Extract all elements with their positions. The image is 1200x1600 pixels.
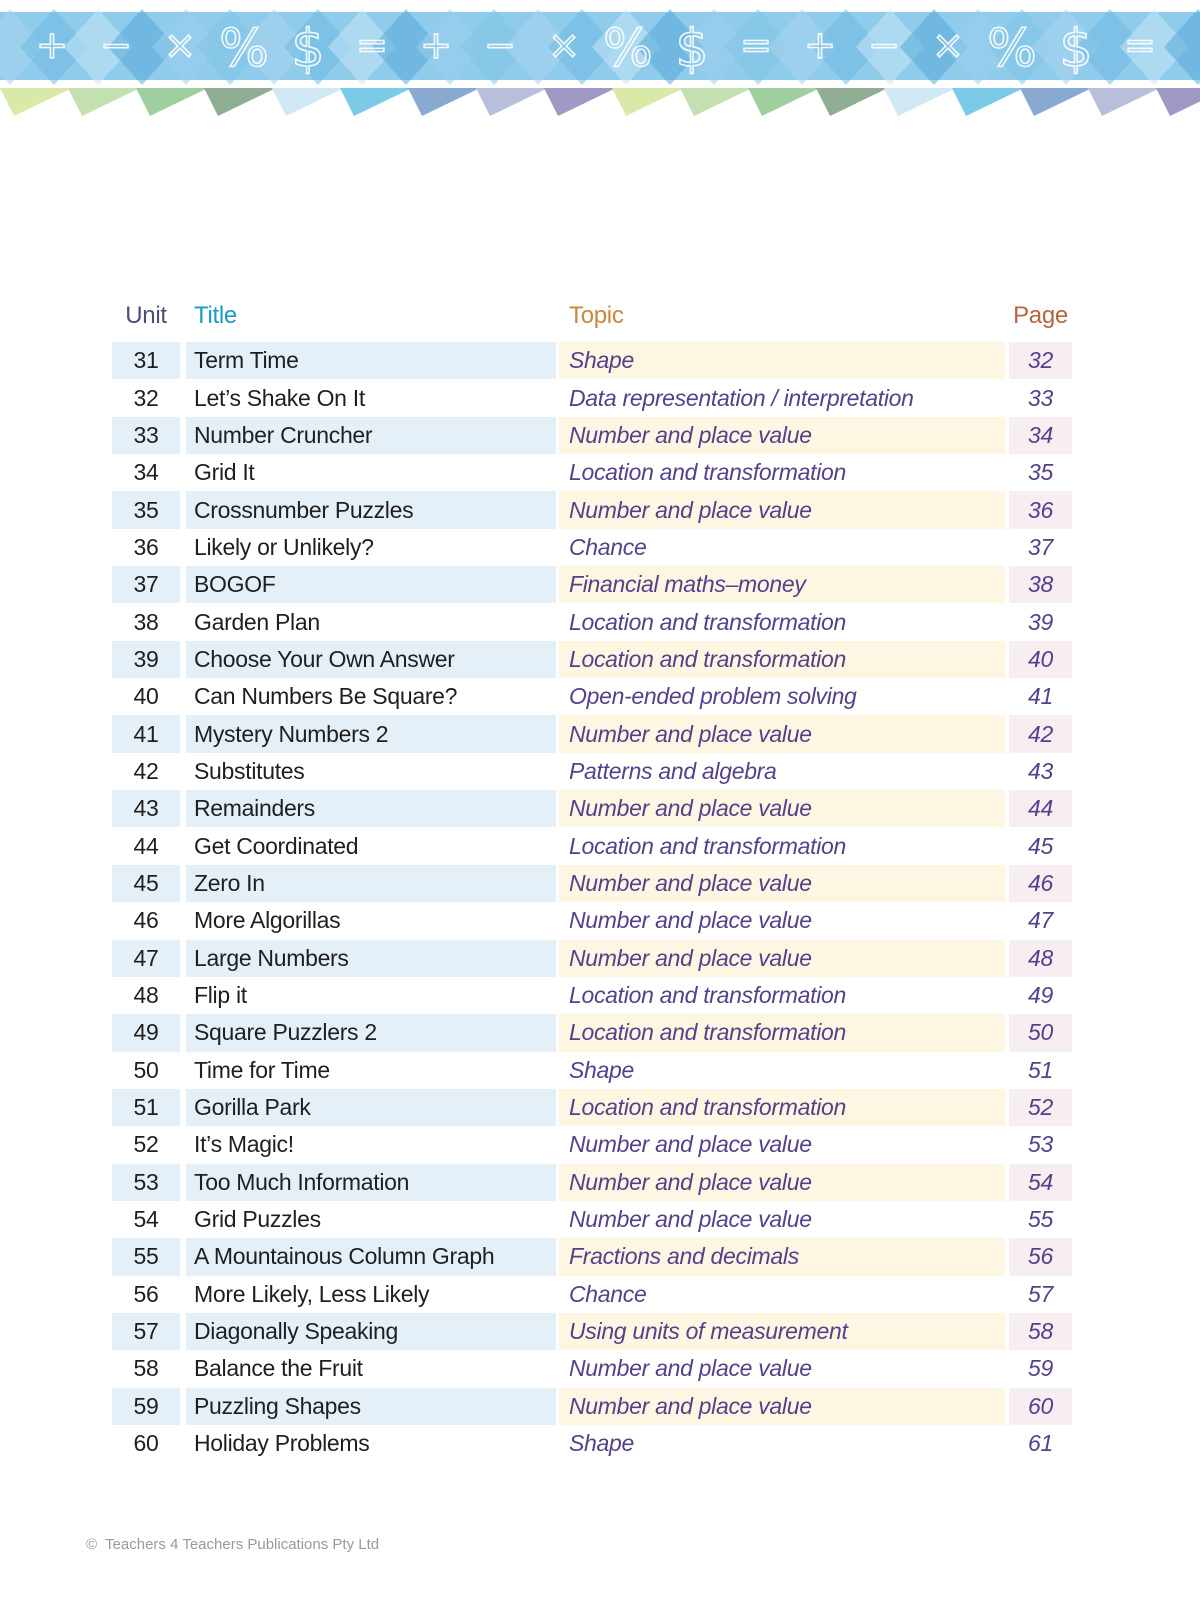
row-unit: 58 [133, 1355, 159, 1382]
table-header [112, 293, 1072, 338]
row-unit: 57 [112, 1313, 180, 1350]
row-page: 53 [1028, 1131, 1053, 1158]
row-title: Can Numbers Be Square? [194, 683, 458, 710]
row-topic: Using units of measurement [559, 1313, 1005, 1350]
row-unit: 43 [112, 790, 180, 827]
banner-math-symbol: × [164, 23, 196, 67]
banner-pennant [1156, 88, 1200, 116]
row-unit: 56 [133, 1280, 159, 1307]
row-unit: 37 [112, 566, 180, 603]
row-unit: 54 [133, 1206, 159, 1233]
row-title: Grid Puzzles [194, 1206, 321, 1233]
header-unit: Unit [125, 301, 167, 329]
table-row [112, 566, 1072, 603]
row-topic: Location and transformation [559, 1089, 1005, 1126]
banner-pennant [340, 88, 412, 116]
table-row [112, 491, 1072, 528]
table-row [112, 1089, 1072, 1126]
row-title: Balance the Fruit [194, 1355, 363, 1382]
row-unit: 45 [112, 865, 180, 902]
row-title: Large Numbers [186, 940, 556, 977]
row-topic: Number and place value [569, 1131, 812, 1158]
table-row [112, 454, 1072, 491]
row-topic: Location and transformation [569, 459, 847, 486]
contents-table [112, 293, 1072, 1462]
row-title: Mystery Numbers 2 [186, 715, 556, 752]
row-topic: Patterns and algebra [569, 757, 777, 784]
banner-pennant [408, 88, 480, 116]
row-page: 54 [1009, 1164, 1072, 1201]
row-topic: Number and place value [559, 1164, 1005, 1201]
row-unit: 53 [112, 1164, 180, 1201]
row-title: Flip it [194, 982, 247, 1009]
row-title: More Algorillas [194, 907, 341, 934]
row-topic: Number and place value [569, 1355, 812, 1382]
table-row [112, 1425, 1072, 1462]
table-row [112, 678, 1072, 715]
table-row [112, 1388, 1072, 1425]
table-row [112, 342, 1072, 379]
row-title: Crossnumber Puzzles [186, 491, 556, 528]
row-topic: Location and transformation [569, 608, 847, 635]
row-topic: Location and transformation [569, 982, 847, 1009]
banner-math-symbol: % [987, 19, 1037, 79]
row-page: 40 [1009, 641, 1072, 678]
row-topic: Open-ended problem solving [569, 683, 857, 710]
row-unit: 55 [112, 1238, 180, 1275]
row-topic: Number and place value [569, 1206, 812, 1233]
table-body [112, 342, 1072, 1462]
table-row [112, 1014, 1072, 1051]
row-unit: 60 [133, 1430, 159, 1457]
row-topic: Shape [559, 342, 1005, 379]
row-page: 33 [1028, 384, 1053, 411]
banner-pennant [1020, 88, 1092, 116]
row-page: 46 [1009, 865, 1072, 902]
row-page: 49 [1028, 982, 1053, 1009]
row-unit: 32 [133, 384, 159, 411]
row-title: Substitutes [194, 757, 305, 784]
row-page: 35 [1028, 459, 1053, 486]
table-row [112, 1164, 1072, 1201]
banner-math-symbol: $ [1059, 19, 1093, 79]
header-title: Title [194, 301, 237, 329]
row-page: 48 [1009, 940, 1072, 977]
row-title: Get Coordinated [194, 832, 359, 859]
table-row [112, 715, 1072, 752]
row-page: 50 [1009, 1014, 1072, 1051]
banner-pennant [136, 88, 208, 116]
row-topic: Number and place value [559, 940, 1005, 977]
publisher-name: Teachers 4 Teachers Publications Pty Ltd [105, 1536, 380, 1553]
table-row [112, 753, 1072, 790]
banner-math-symbol: × [548, 23, 580, 67]
header-page: Page [1013, 301, 1068, 329]
row-unit: 46 [133, 907, 159, 934]
banner-pennant [476, 88, 548, 116]
row-topic: Number and place value [559, 1388, 1005, 1425]
header-topic: Topic [569, 301, 624, 329]
row-title: Garden Plan [194, 608, 320, 635]
row-unit: 50 [133, 1056, 159, 1083]
row-topic: Number and place value [559, 865, 1005, 902]
row-title: Puzzling Shapes [186, 1388, 556, 1425]
row-unit: 42 [133, 757, 159, 784]
banner-pennant [884, 88, 956, 116]
banner-pennant [272, 88, 344, 116]
banner-math-symbol: = [1124, 23, 1156, 67]
banner-pennant [0, 88, 72, 116]
row-page: 55 [1028, 1206, 1053, 1233]
row-page: 43 [1028, 757, 1053, 784]
row-title: Choose Your Own Answer [186, 641, 556, 678]
banner-math-symbol: + [420, 23, 452, 67]
table-row [112, 1313, 1072, 1350]
row-title: Too Much Information [186, 1164, 556, 1201]
row-page: 41 [1028, 683, 1053, 710]
table-row [112, 790, 1072, 827]
row-page: 45 [1028, 832, 1053, 859]
banner-pennant [748, 88, 820, 116]
row-page: 51 [1028, 1056, 1053, 1083]
row-unit: 31 [112, 342, 180, 379]
row-unit: 47 [112, 940, 180, 977]
row-page: 56 [1009, 1238, 1072, 1275]
row-unit: 48 [133, 982, 159, 1009]
table-row [112, 940, 1072, 977]
row-topic: Financial maths–money [559, 566, 1005, 603]
table-row [112, 529, 1072, 566]
table-row [112, 1350, 1072, 1387]
row-unit: 39 [112, 641, 180, 678]
row-unit: 36 [133, 533, 159, 560]
table-row [112, 865, 1072, 902]
row-page: 58 [1009, 1313, 1072, 1350]
banner-math-symbol: + [36, 23, 68, 67]
row-page: 32 [1009, 342, 1072, 379]
row-topic: Location and transformation [559, 641, 1005, 678]
table-row [112, 902, 1072, 939]
row-page: 36 [1009, 491, 1072, 528]
banner-math-symbol: = [740, 23, 772, 67]
banner-math-symbol: = [356, 23, 388, 67]
banner-pennant [1088, 88, 1160, 116]
row-unit: 38 [133, 608, 159, 635]
banner-pennant [612, 88, 684, 116]
row-title: Let’s Shake On It [194, 384, 365, 411]
copyright-footer [86, 1536, 379, 1553]
banner-math-symbol: $ [675, 19, 709, 79]
banner-pennant [544, 88, 616, 116]
row-page: 52 [1009, 1089, 1072, 1126]
row-topic: Shape [569, 1056, 635, 1083]
row-topic: Fractions and decimals [559, 1238, 1005, 1275]
row-topic: Location and transformation [569, 832, 847, 859]
row-topic: Chance [569, 533, 647, 560]
row-unit: 33 [112, 417, 180, 454]
row-page: 34 [1009, 417, 1072, 454]
row-title: Number Cruncher [186, 417, 556, 454]
banner-pennant [68, 88, 140, 116]
row-title: Term Time [186, 342, 556, 379]
row-page: 44 [1009, 790, 1072, 827]
row-topic: Data representation / interpretation [569, 384, 914, 411]
row-unit: 34 [133, 459, 159, 486]
row-unit: 44 [133, 832, 159, 859]
table-row [112, 603, 1072, 640]
banner-math-symbol: % [219, 19, 269, 79]
row-title: Likely or Unlikely? [194, 533, 374, 560]
row-title: Remainders [186, 790, 556, 827]
row-topic: Number and place value [569, 907, 812, 934]
decorative-banner [0, 0, 1200, 120]
banner-math-symbol: − [868, 23, 900, 67]
row-title: Zero In [186, 865, 556, 902]
banner-pennant [204, 88, 276, 116]
row-page: 47 [1028, 907, 1053, 934]
banner-math-symbol: $ [291, 19, 325, 79]
row-topic: Shape [569, 1430, 635, 1457]
banner-pennant [816, 88, 888, 116]
row-title: Square Puzzlers 2 [186, 1014, 556, 1051]
row-unit: 59 [112, 1388, 180, 1425]
row-unit: 40 [133, 683, 159, 710]
table-row [112, 977, 1072, 1014]
row-page: 61 [1028, 1430, 1053, 1457]
row-unit: 51 [112, 1089, 180, 1126]
banner-math-symbol: % [603, 19, 653, 79]
table-row [112, 1126, 1072, 1163]
row-page: 42 [1009, 715, 1072, 752]
table-row [112, 1276, 1072, 1313]
row-topic: Location and transformation [559, 1014, 1005, 1051]
row-topic: Chance [569, 1280, 647, 1307]
row-title: BOGOF [186, 566, 556, 603]
table-row [112, 417, 1072, 454]
row-title: Holiday Problems [194, 1430, 370, 1457]
row-title: Grid It [194, 459, 255, 486]
row-page: 60 [1009, 1388, 1072, 1425]
row-page: 38 [1009, 566, 1072, 603]
row-page: 37 [1028, 533, 1053, 560]
row-title: More Likely, Less Likely [194, 1280, 430, 1307]
banner-pennant [952, 88, 1024, 116]
row-title: Time for Time [194, 1056, 330, 1083]
row-unit: 52 [133, 1131, 159, 1158]
banner-math-symbol: − [100, 23, 132, 67]
table-row [112, 641, 1072, 678]
row-unit: 35 [112, 491, 180, 528]
row-title: Diagonally Speaking [186, 1313, 556, 1350]
table-row [112, 379, 1072, 416]
row-topic: Number and place value [559, 715, 1005, 752]
banner-graphic [0, 0, 1200, 120]
table-row [112, 1052, 1072, 1089]
row-unit: 41 [112, 715, 180, 752]
row-page: 39 [1028, 608, 1053, 635]
row-unit: 49 [112, 1014, 180, 1051]
row-topic: Number and place value [559, 491, 1005, 528]
row-topic: Number and place value [559, 790, 1005, 827]
table-row [112, 1201, 1072, 1238]
banner-pennant [680, 88, 752, 116]
copyright-symbol: © [86, 1536, 98, 1553]
row-page: 57 [1028, 1280, 1053, 1307]
banner-math-symbol: × [932, 23, 964, 67]
table-row [112, 827, 1072, 864]
row-title: It’s Magic! [194, 1131, 294, 1158]
row-title: A Mountainous Column Graph [186, 1238, 556, 1275]
banner-math-symbol: − [484, 23, 516, 67]
row-topic: Number and place value [559, 417, 1005, 454]
banner-math-symbol: + [804, 23, 836, 67]
table-row [112, 1238, 1072, 1275]
row-title: Gorilla Park [186, 1089, 556, 1126]
row-page: 59 [1028, 1355, 1053, 1382]
